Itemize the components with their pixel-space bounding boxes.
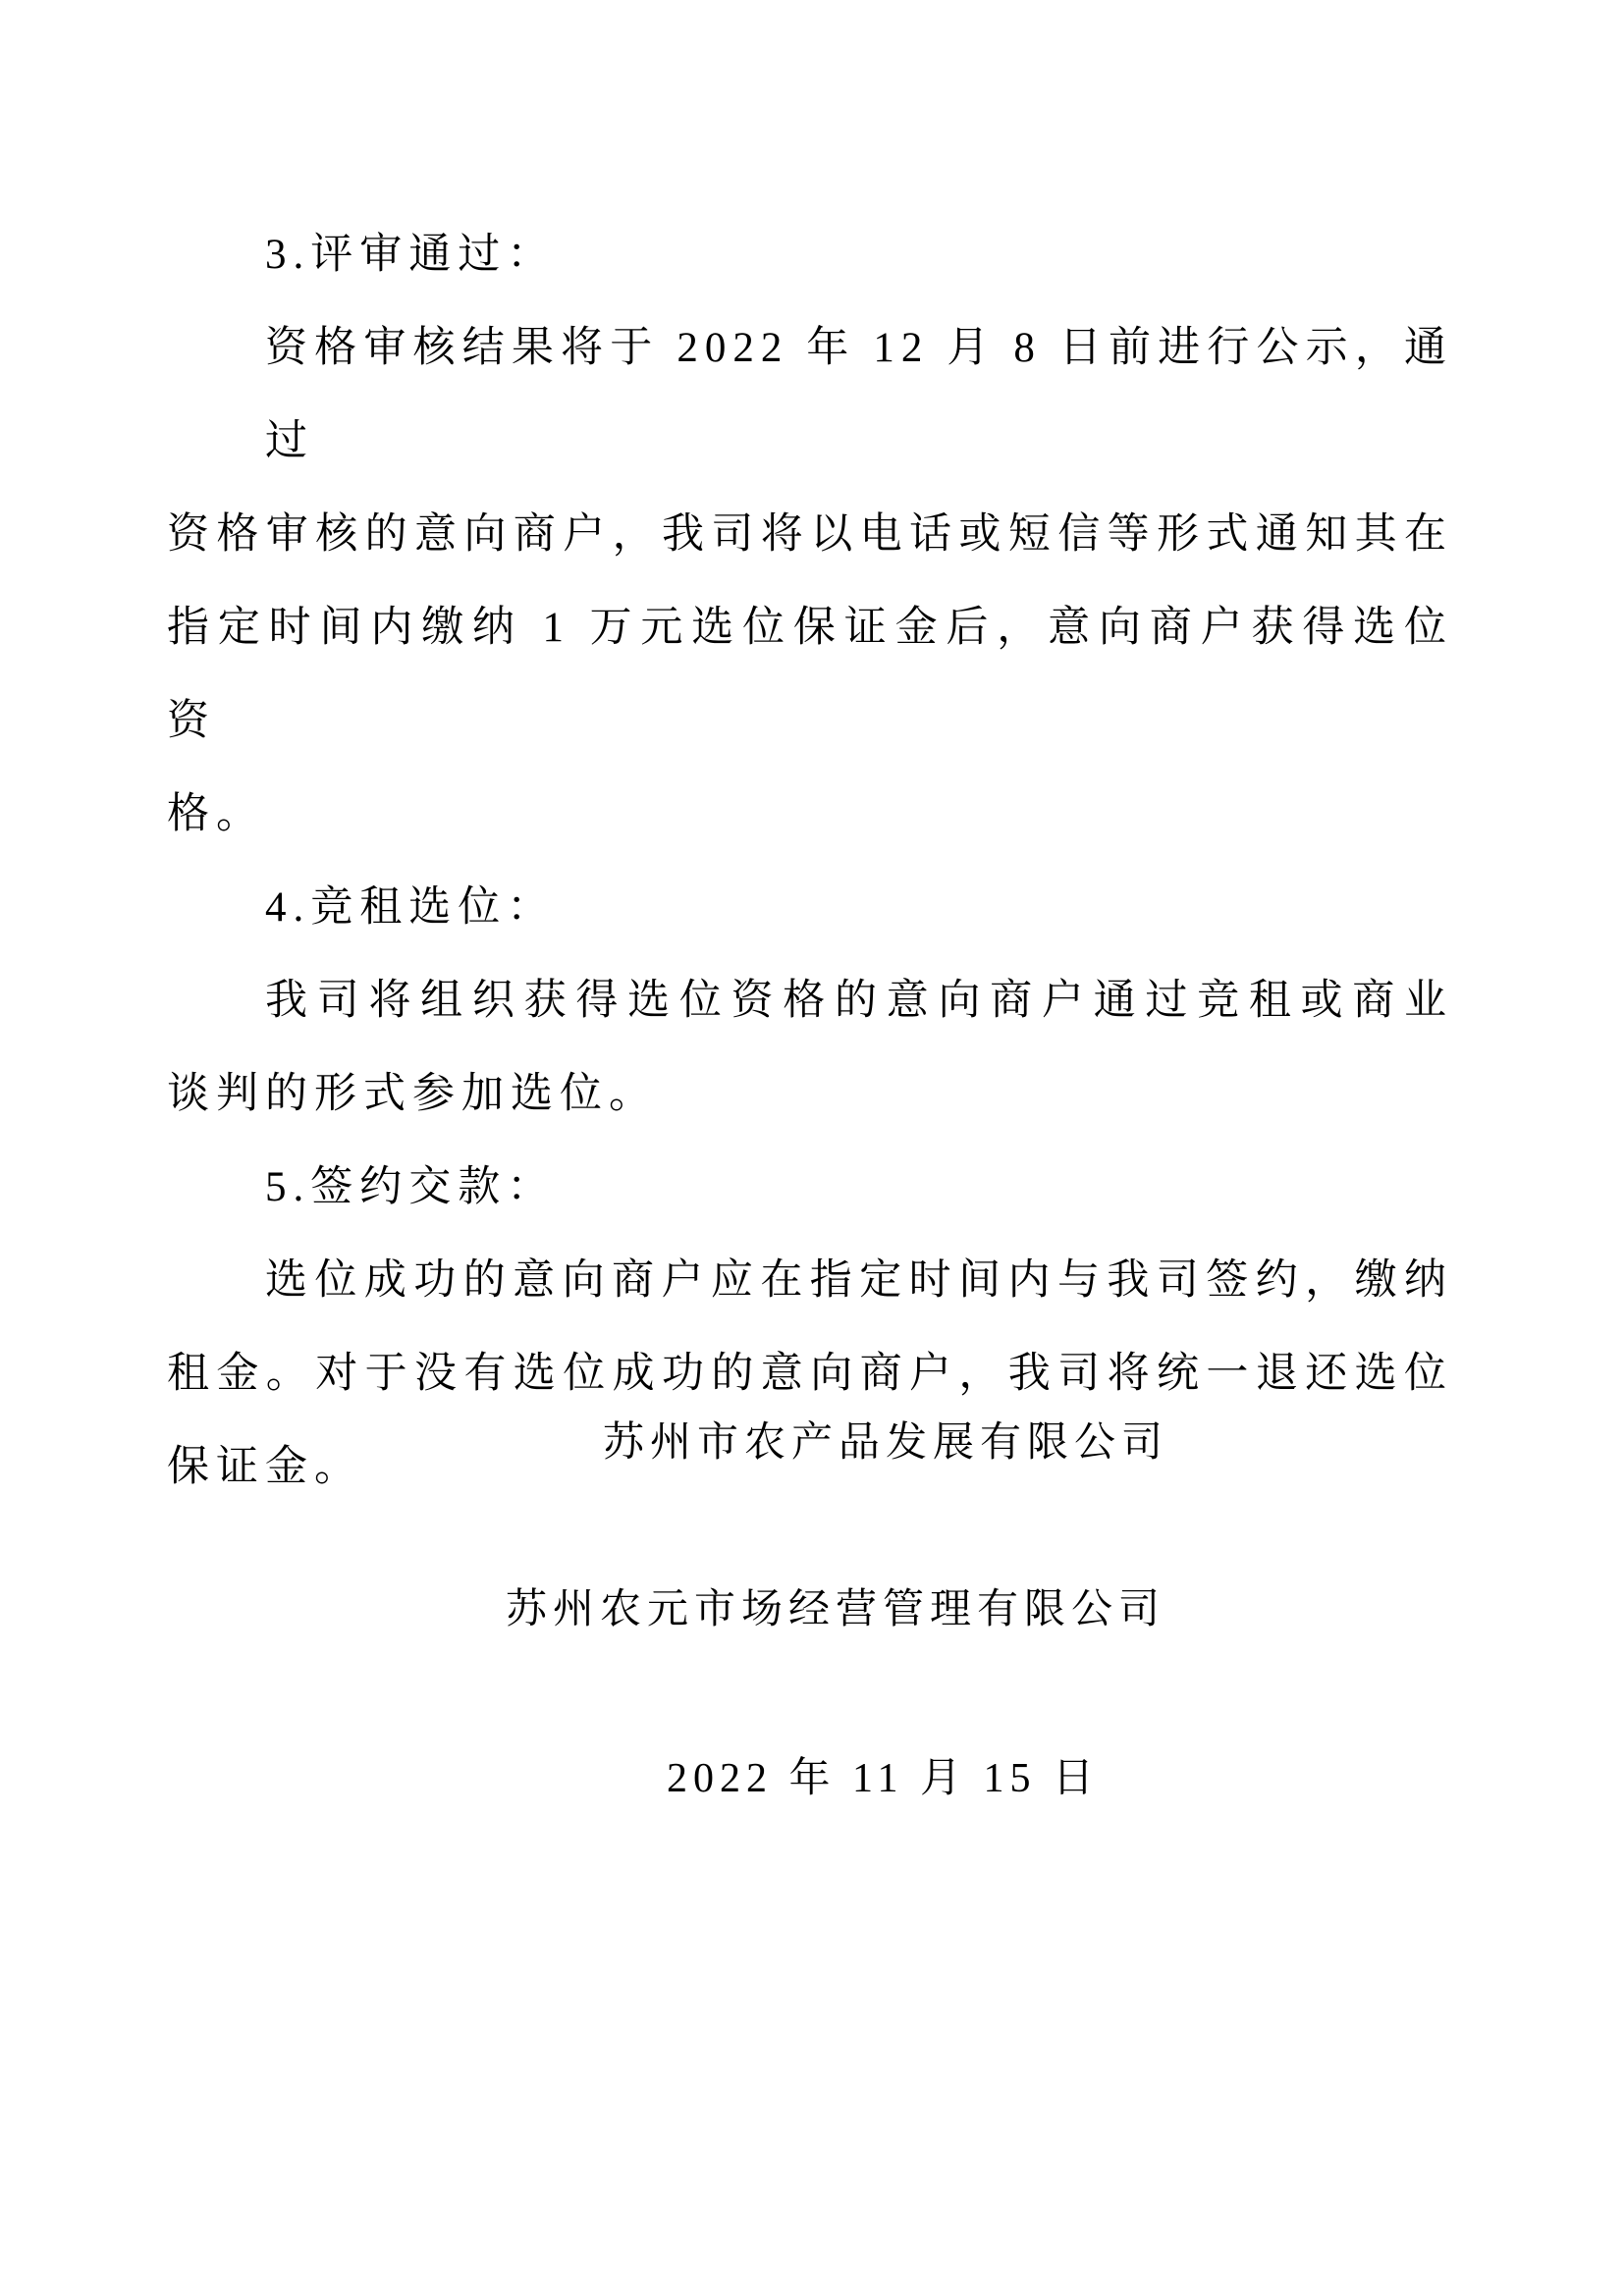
clause-4-line-1: 我司将组织获得选位资格的意向商户通过竞租或商业 [265,978,1453,1024]
clause-5-line-2: 租金。对于没有选位成功的意向商户，我司将统一退还选位 [167,1351,1453,1397]
clause-5-line-3: 保证金。 [167,1444,363,1490]
signature-company-2: 苏州农元市场经营管理有限公司 [505,1587,1165,1632]
clause-5-line-1: 选位成功的意向商户应在指定时间内与我司签约，缴纳 [265,1257,1453,1304]
clause-3-line-1: 资格审核结果将于 2022 年 12 月 8 日前进行公示，通过 [265,325,1453,464]
signature-company-1: 苏州市农产品发展有限公司 [602,1420,1168,1466]
clause-3-line-2: 资格审核的意向商户，我司将以电话或短信等形式通知其在 [167,511,1453,558]
clause-3-heading: 3.评审通过： [265,232,557,278]
clause-4-heading: 4.竞租选位： [265,884,557,931]
clause-3-line-4: 格。 [167,791,265,837]
document-body [167,208,1453,1514]
clause-4-line-2: 谈判的形式参加选位。 [167,1071,658,1117]
clause-3-line-3: 指定时间内缴纳 1 万元选位保证金后，意向商户获得选位资 [167,605,1453,744]
document-date: 2022 年 11 月 15 日 [667,1756,1100,1801]
clause-5-heading: 5.签约交款： [265,1164,557,1210]
